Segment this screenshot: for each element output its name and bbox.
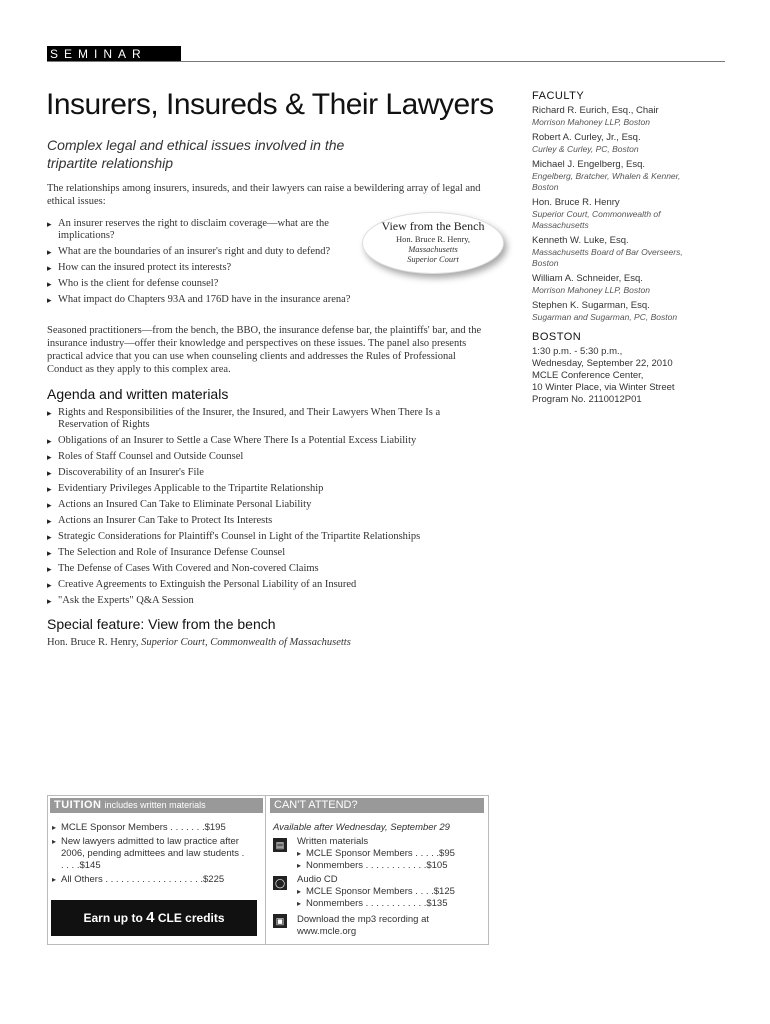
issue-item: ▸ Who is the client for defense counsel? [47, 278, 498, 290]
issue-item: ▸ How can the insured protect its interests? [47, 262, 498, 274]
agenda-item: ▸ Strategic Considerations for Plaintiff's Counsel in Light of the Tripartite Relationships [47, 531, 487, 543]
page-subtitle: Complex legal and ethical issues involved in the tripartite relationship [47, 137, 345, 171]
feature-speaker [47, 637, 351, 648]
tuition-item: ▸ MCLE Sponsor Members . . . . . . .$195 [52, 822, 252, 834]
download-note: Download the mp3 recording at www.mcle.org [297, 914, 430, 937]
tuition-heading: TUITION includes written materials [50, 798, 263, 813]
faculty-member [532, 300, 732, 323]
sidebar [532, 90, 732, 406]
faculty-member [532, 159, 732, 193]
feature-speaker-name: Hon. Bruce R. Henry, [47, 637, 139, 648]
registration-box [47, 795, 489, 945]
issue-item: ▸ An insurer reserves the right to disclaim coverage—what are the implications? [47, 218, 358, 242]
faculty-name: William A. Schneider, Esq. [532, 273, 643, 284]
faculty-name: Michael J. Engelberg, Esq. [532, 159, 646, 170]
box-divider [265, 796, 266, 944]
written-materials: Written materials ▸ MCLE Sponsor Members . . . . .$95 ▸ Nonmembers . . . . . . . . . . . .$105 [297, 836, 455, 872]
faculty-affiliation: Superior Court, Commonwealth of Massachusetts [532, 209, 661, 230]
agenda-item: ▸ The Defense of Cases With Covered and Non-covered Claims [47, 563, 487, 575]
faculty-member [532, 273, 732, 296]
issue-item: ▸ What are the boundaries of an insurer's right and duty to defend? [47, 246, 348, 258]
agenda-item: ▸ Roles of Staff Counsel and Outside Counsel [47, 451, 487, 463]
agenda-item: ▸ The Selection and Role of Insurance Defense Counsel [47, 547, 487, 559]
agenda-item: ▸ "Ask the Experts" Q&A Session [47, 595, 487, 607]
header-rule [47, 61, 725, 62]
bench-callout-court: Massachusetts [408, 244, 458, 254]
faculty-member [532, 235, 732, 269]
agenda-item: ▸ Rights and Responsibilities of the Insurer, the Insured, and Their Lawyers When There Is a Reservation of Rights [47, 407, 487, 431]
availability-note: Available after Wednesday, September 29 [273, 822, 450, 833]
seminar-label: SEMINAR [50, 47, 147, 61]
faculty-name: Richard R. Eurich, Esq., Chair [532, 105, 659, 116]
audio-members-price: ▸ MCLE Sponsor Members . . . .$125 [297, 886, 455, 898]
tuition-item: ▸ New lawyers admitted to law practice after 2006, pending admittees and law students . . . . .$145 [52, 836, 246, 872]
faculty-name: Robert A. Curley, Jr., Esq. [532, 132, 641, 143]
faculty-heading: FACULTY [532, 90, 585, 102]
credits-banner: Earn up to 4 CLE credits [51, 900, 257, 936]
intro-paragraph: The relationships among insurers, insureds, and their lawyers can raise a bewildering array of legal and ethical issues: [47, 183, 481, 207]
session-venue: MCLE Conference Center, [532, 370, 644, 381]
audio-cd: Audio CD ▸ MCLE Sponsor Members . . . .$125 ▸ Nonmembers . . . . . . . . . . . .$135 [297, 874, 455, 910]
faculty-name: Stephen K. Sugarman, Esq. [532, 300, 650, 311]
faculty-name: Hon. Bruce R. Henry [532, 197, 620, 208]
description-paragraph: Seasoned practitioners—from the bench, the BBO, the insurance defense bar, the plaintiffs' bar, and the insurance industry—offer their knowledge and perspectives on these issues. The panel also presents practical advice that you can use when counseling clients and addresses the Rules of Professional Conduct as they apply to this complex area. [47, 325, 482, 375]
faculty-affiliation: Massachusetts Board of Bar Overseers, Boston [532, 247, 683, 268]
faculty-member [532, 197, 732, 231]
faculty-affiliation: Morrison Mahoney LLP, Boston [532, 285, 650, 295]
faculty-member [532, 132, 732, 155]
faculty-affiliation: Sugarman and Sugarman, PC, Boston [532, 312, 678, 322]
session-time: 1:30 p.m. - 5:30 p.m., [532, 346, 623, 357]
agenda-item: ▸ Actions an Insured Can Take to Eliminate Personal Liability [47, 499, 487, 511]
session-address: 10 Winter Place, via Winter Street [532, 382, 675, 393]
program-number: Program No. 2110012P01 [532, 394, 642, 405]
bench-callout [362, 212, 504, 274]
agenda-item: ▸ Actions an Insurer Can Take to Protect Its Interests [47, 515, 487, 527]
written-nonmembers-price: ▸ Nonmembers . . . . . . . . . . . .$105 [297, 860, 455, 872]
agenda-item: ▸ Discoverability of an Insurer's File [47, 467, 487, 479]
written-members-price: ▸ MCLE Sponsor Members . . . . .$95 [297, 848, 455, 860]
tuition-item: ▸ All Others . . . . . . . . . . . . . . . . . . .$225 [52, 874, 252, 886]
page-title: Insurers, Insureds & Their Lawyers [46, 88, 494, 121]
audio-nonmembers-price: ▸ Nonmembers . . . . . . . . . . . .$135 [297, 898, 455, 910]
location-heading: BOSTON [532, 331, 582, 343]
tuition-list [52, 822, 252, 888]
agenda-heading: Agenda and written materials [47, 386, 229, 402]
bench-callout-title: View from the Bench [381, 219, 485, 233]
cant-attend-section [273, 822, 483, 937]
session-date: Wednesday, September 22, 2010 [532, 358, 673, 369]
bench-callout-court-2: Superior Court [407, 254, 459, 264]
feature-speaker-court: Superior Court, Commonwealth of Massachusetts [141, 637, 351, 648]
faculty-name: Kenneth W. Luke, Esq. [532, 235, 629, 246]
book-icon: ▤ [273, 838, 287, 852]
faculty-member [532, 105, 732, 128]
faculty-affiliation: Morrison Mahoney LLP, Boston [532, 117, 650, 127]
bench-callout-name: Hon. Bruce R. Henry, [395, 234, 471, 244]
cant-attend-heading: CAN'T ATTEND? [270, 798, 484, 813]
agenda-item: ▸ Creative Agreements to Extinguish the Personal Liability of an Insured [47, 579, 487, 591]
feature-heading: Special feature: View from the bench [47, 616, 276, 632]
agenda-item: ▸ Obligations of an Insurer to Settle a Case Where There Is a Potential Excess Liability [47, 435, 487, 447]
issue-item: ▸ What impact do Chapters 93A and 176D have in the insurance arena? [47, 294, 498, 306]
computer-icon: ▣ [273, 914, 287, 928]
headphones-icon: ◯ [274, 878, 286, 888]
faculty-affiliation: Engelberg, Bratcher, Whalen & Kenner, Boston [532, 171, 681, 192]
faculty-affiliation: Curley & Curley, PC, Boston [532, 144, 639, 154]
agenda-list [47, 407, 487, 611]
agenda-item: ▸ Evidentiary Privileges Applicable to the Tripartite Relationship [47, 483, 487, 495]
